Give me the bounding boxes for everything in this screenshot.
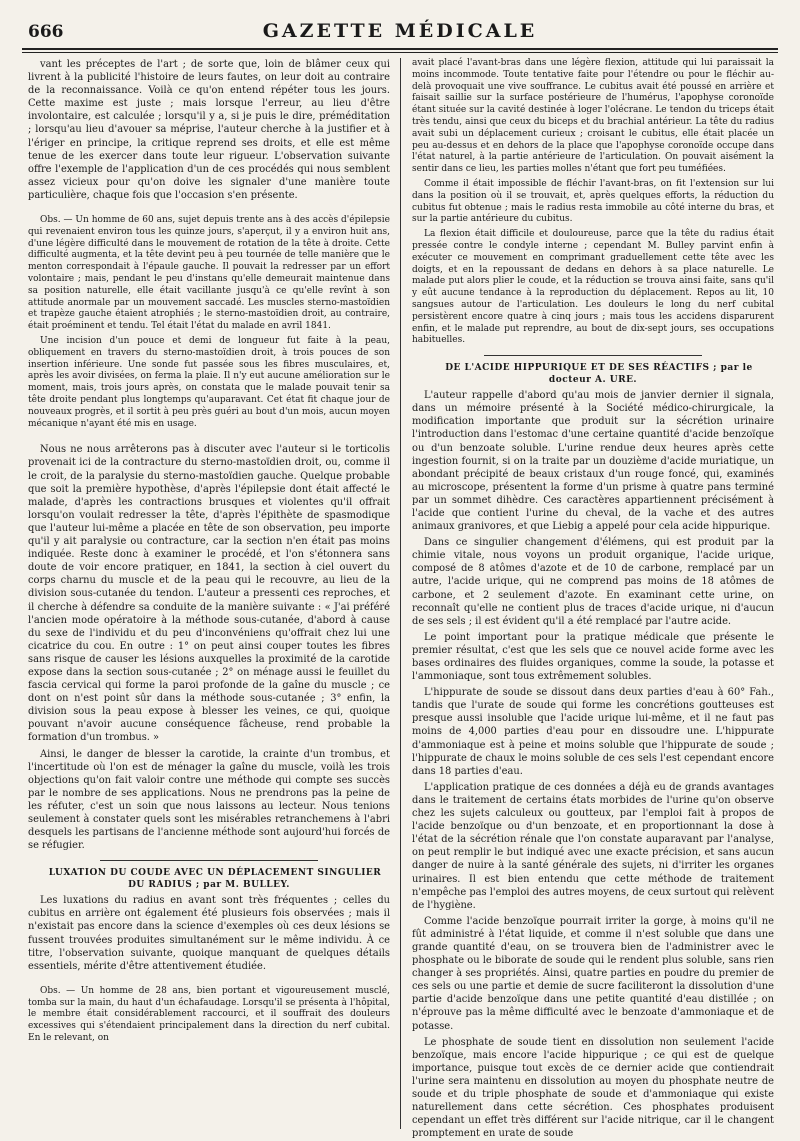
paragraph: L'hippurate de soude se dissout dans deux parties d'eau à 60° Fah., tandis que l'urate de soude qui forme les concrétions goutteuses est presque aussi insoluble que l'acide urique lui-même, et il ne faut pas moins de 4,000 parties d'eau pour en dissoudre une. L'hippurate d'ammoniaque est à peine et moins soluble que l'hippurate de soude ; l'hippurate de chaux le moins soluble de ces sels l'est cependant encore dans 18 parties d'eau. [412,687,774,777]
paragraph: Comme l'acide benzoïque pourrait irriter la gorge, à moins qu'il ne fût administré à l'état liquide, et comme il n'est soluble que dans une grande quantité d'eau, on se trouvera bien de l'administrer avec le phosphate ou le biborate de soude qui le rendent plus soluble, sans rien changer à ses propriétés. Ainsi, quatre parties en poudre du premier de ces sels ou une partie et demie de sucre faciliteront la dissolution d'une partie d'acide benzoïque dans une petite quantité d'eau distillée ; on n'éprouve pas la même difficulté avec le benzoate d'ammoniaque et de potasse. [412,915,774,1032]
paragraph: Le point important pour la pratique médicale que présente le premier résultat, c'est que les sels que ce nouvel acide forme avec les bases ordinaires des fluides organiques, comme la soude, la potasse et l'ammoniaque, sont tous extrêmement solubles. [412,631,774,683]
paragraph: Dans ce singulier changement d'élémens, qui est produit par la chimie vitale, nous voyons un produit organique, l'acide urique, composé de 8 atômes d'azote et de 10 de carbone, remplacé par un autre, l'acide urique, qui ne comprend pas moins de 18 atômes de carbone, et 2 seulement d'azote. En examinant cette urine, on reconnaît qu'elle ne contient plus de traces d'acide urique, ni d'aucun de ses sels ; il est évident qu'il a été remplacé par l'autre acide. [412,537,774,627]
column-divider [400,58,401,1129]
right-column [412,58,774,1140]
observation-paragraph: avait placé l'avant-bras dans une légère flexion, attitude qui lui paraissait la moins incommode. Toute tentative faite pour l'étendre ou pour le fléchir au-delà provoquait une vive souffrance. Le cubitus avait été poussé en arrière et faisait saillie sur la surface postérieure de l'humérus, l'apophyse coronoïde étant située sur la cavité destinée à loger l'olécrane. Le tendon du triceps était très tendu, ainsi que ceux du biceps et du brachial antérieur. La tête du radius avait subi un déplacement curieux ; croisant le cubitus, elle était placée un peu au-dessus et en dehors de la place que l'apophyse coronoïde occupe dans l'état naturel, à la partie antérieure de l'articulation. On pouvait aisément la sentir dans ce lieu, les parties molles n'étant que fort peu tuméfiées. [412,58,774,175]
observation-paragraph: Obs. — Un homme de 60 ans, sujet depuis trente ans à des accès d'épilepsie qui revenaient environ tous les quinze jours, s'aperçut, il y a environ huit ans, d'une légère difficulté dans le mouvement de rotation de la tête à droite. Cette difficulté augmenta, et la tête devint peu à peu tournée de telle manière que le menton correspondait à l'épaule gauche. Il pouvait la redresser par un effort volontaire ; mais, pendant le peu d'instans qu'elle demeurait maintenue dans sa position naturelle, elle était vacillante jusqu'à ce qu'elle revînt à son attitude anormale par un mouvement saccadé. Les muscles sterno-mastoïdien et trapèze gauche étaient atrophiés ; le sterno-mastoïdien droit, au contraire, était proéminent et tendu. Tel était l'état du malade en avril 1841. [28,215,390,332]
paragraph: Le phosphate de soude tient en dissolution non seulement l'acide benzoïque, mais encore l'acide hippurique ; ce qui est de quelque importance, puisque tout excès de ce dernier acide que contiendrait l'urine sera maintenu en dissolution au moyen du phosphate neutre de soude et du triple phosphate de soude et d'ammoniaque qui existe naturellement dans cette sécrétion. Ces phosphates produisent cependant un effet très différent sur l'acide nitrique, car il le changent promptement en urate de soude [412,1036,774,1140]
paragraph: Les luxations du radius en avant sont très fréquentes ; celles du cubitus en arrière ont également été plusieurs fois observées ; mais il n'existait pas encore dans la science d'exemples où ces deux lésions se fussent trouvées produites simultanément sur le même individu. À ce titre, l'observation suivante, quoique manquant de quelques détails essentiels, mérite d'être attentivement étudiée. [28,895,390,972]
section-title: LUXATION DU COUDE AVEC UN DÉPLACEMENT SINGULIER DU RADIUS ; par M. BULLEY. [48,868,382,891]
paragraph: L'auteur rappelle d'abord qu'au mois de janvier dernier il signala, dans un mémoire présenté à la Société médico-chirurgicale, la modification importante que produit sur la sécrétion urinaire l'introduction dans l'estomac d'une certaine quantité d'acide benzoïque ou d'un benzoate soluble. L'urine rendue deux heures après cette ingestion fournit, si on la traite par un douzième d'acide muriatique, un abondant précipité de beaux cristaux d'un rouge foncé, qui, examinés au microscope, présentent la forme d'un prisme à quatre pans terminé par un sommet dihèdre. Ces caractères appartiennent précisément à l'acide que contient l'urine du cheval, de la vache et des autres animaux granivores, et que Liebig a appelé pour cela acide hippurique. [412,390,774,533]
paragraph: L'application pratique de ces données a déjà eu de grands avantages dans le traitement de certains états morbides de l'urine qu'on observe chez les sujets calculeux ou goutteux, par l'emploi fait à propos de l'acide benzoïque ou d'un benzoate, et en proportionnant la dose à l'état de la sécrétion rénale que l'on constate auparavant par l'analyse, on peut remplir le but indiqué avec une exacte précision, et sans aucun danger de nuire à la santé générale des sujets, ni d'irriter les organes urinaires. Il est bien entendu que cette méthode de traitement n'empêche pas l'emploi des autres moyens, de ceux surtout qui relèvent de l'hygiène. [412,781,774,911]
paragraph: Nous ne nous arrêterons pas à discuter avec l'auteur si le torticolis provenait ici de la contracture du sterno-mastoïdien droit, ou, comme il le croit, de la paralysie du sterno-mastoïdien gauche. Quelque probable que soit la première hypothèse, d'après l'épilepsie dont était affecté le malade, d'après les contractions brusques et violentes qu'il offrait lorsqu'on voulait redresser la tête, d'après l'épithète de spasmodique que l'auteur lui-même a placée en tête de son observation, peu importe qu'il y ait paralysie ou contracture, car la section n'en était pas moins indiquée. Reste donc à examiner le procédé, et l'on s'étonnera sans doute de voir encore pratiquer, en 1841, la section à ciel ouvert du corps charnu du muscle et de la peau qui le recouvre, au lieu de la division sous-cutanée du tendon. L'auteur a pressenti ces reproches, et il cherche à défendre sa conduite de la manière suivante : « J'ai préféré l'ancien mode opératoire à la méthode sous-cutanée, d'abord à cause du sexe de l'individu et du peu d'inconvéniens qu'offrait chez lui une cicatrice du cou. En outre : 1° on peut ainsi couper toutes les fibres sans risque de causer les lésions auxquelles la proximité de la carotide expose dans la section sous-cutanée ; 2° on ménage aussi le feuillet du fascia cervical qui forme la paroi profonde de la gaîne du muscle ; ce dont on n'est point sûr dans la méthode sous-cutanée ; 3° enfin, la division sous la peau expose à blesser les veines, ce qui, quoique pouvant n'avoir aucune conséquence fâcheuse, rend probable la formation d'un trombus. » [28,444,390,744]
header-rule [22,48,778,50]
observation-paragraph: Comme il était impossible de fléchir l'avant-bras, on fit l'extension sur lui dans la position où il se trouvait, et, après quelques efforts, la réduction du cubitus fut obtenue ; mais le radius resta immobile au côté interne du bras, et sur la partie antérieure du cubitus. [412,178,774,225]
paragraph: vant les préceptes de l'art ; de sorte que, loin de blâmer ceux qui livrent à la publicité l'histoire de leurs fautes, on leur doit au contraire de la reconnaissance. Voilà ce qu'on entend répéter tous les jours. Cette maxime est juste ; mais lorsque l'erreur, au lieu d'être involontaire, est calculée ; lorsqu'il y a, si je puis le dire, préméditation ; lorsqu'au lieu d'avouer sa méprise, l'auteur cherche à la justifier et à l'ériger en principe, la critique reprend ses droits, et elle est même tenue de les exercer dans toute leur rigueur. L'observation suivante offre l'exemple de l'application d'un de ces procédés qui nous semblent assez vicieux pour qu'on doive les signaler d'une manière toute particulière, chaque fois que l'occasion s'en présente. [28,59,390,201]
header-rule-thin [22,52,778,53]
observation-paragraph: Une incision d'un pouce et demi de longueur fut faite à la peau, obliquement en travers du sterno-mastoïdien droit, à trois pouces de son insertion inférieure. Une sonde fut passée sous les fibres musculaires, et, après les avoir divisées, on ferma la plaie. Il n'y eut aucune amélioration sur le moment, mais, trois jours après, on constata que le malade pouvait tenir sa tête droite pendant plus longtemps qu'auparavant. Cet état fit chaque jour de nouveaux progrès, et il sortit à peu près guéri au bout d'un mois, aucun moyen mécanique n'ayant été mis en usage. [28,336,390,429]
section-divider [100,860,317,861]
left-column [28,58,390,1129]
paragraph: Ainsi, le danger de blesser la carotide, la crainte d'un trombus, et l'incertitude où l'on est de ménager la gaîne du muscle, voilà les trois objections qu'on fait valoir contre une méthode qui compte ses succès par le nombre de ses applications. Nous ne prendrons pas la peine de les réfuter, c'est un soin que nous laissons au lecteur. Nous tenions seulement à constater quels sont les misérables retranchemens à l'abri desquels les partisans de l'ancienne méthode sont aujourd'hui forcés de se réfugier. [28,748,390,852]
observation-paragraph: La flexion était difficile et douloureuse, parce que la tête du radius était pressée contre le condyle interne ; cependant M. Bulley parvint enfin à exécuter ce mouvement en comprimant graduellement cette tête avec les doigts, et en la repoussant de dedans en dehors à sa place naturelle. Le malade put alors plier le coude, et la réduction se trouva ainsi faite, sans qu'il y eût aucune tendance à la reproduction du déplacement. Repos au lit, 10 sangsues autour de l'articulation. Les douleurs le long du nerf cubital persistèrent encore quatre à cinq jours ; mais tous les accidens disparurent enfin, et le malade put reprendre, au bout de dix-sept jours, ses occupations habituelles. [412,229,774,346]
running-head-title: GAZETTE MÉDICALE [262,20,538,42]
observation-paragraph: Obs. — Un homme de 28 ans, bien portant et vigoureusement musclé, tomba sur la main, du haut d'un échafaudage. Lorsqu'il se présenta à l'hôpital, le membre était considérablement raccourci, et il souffrait des douleurs excessives qui s'étendaient principalement dans la direction du nerf cubital. En le relevant, on [28,985,390,1044]
section-divider [484,355,701,356]
page-number: 666 [28,22,64,42]
section-title: DE L'ACIDE HIPPURIQUE ET DE SES RÉACTIFS ; par le docteur A. URE. [445,363,753,386]
